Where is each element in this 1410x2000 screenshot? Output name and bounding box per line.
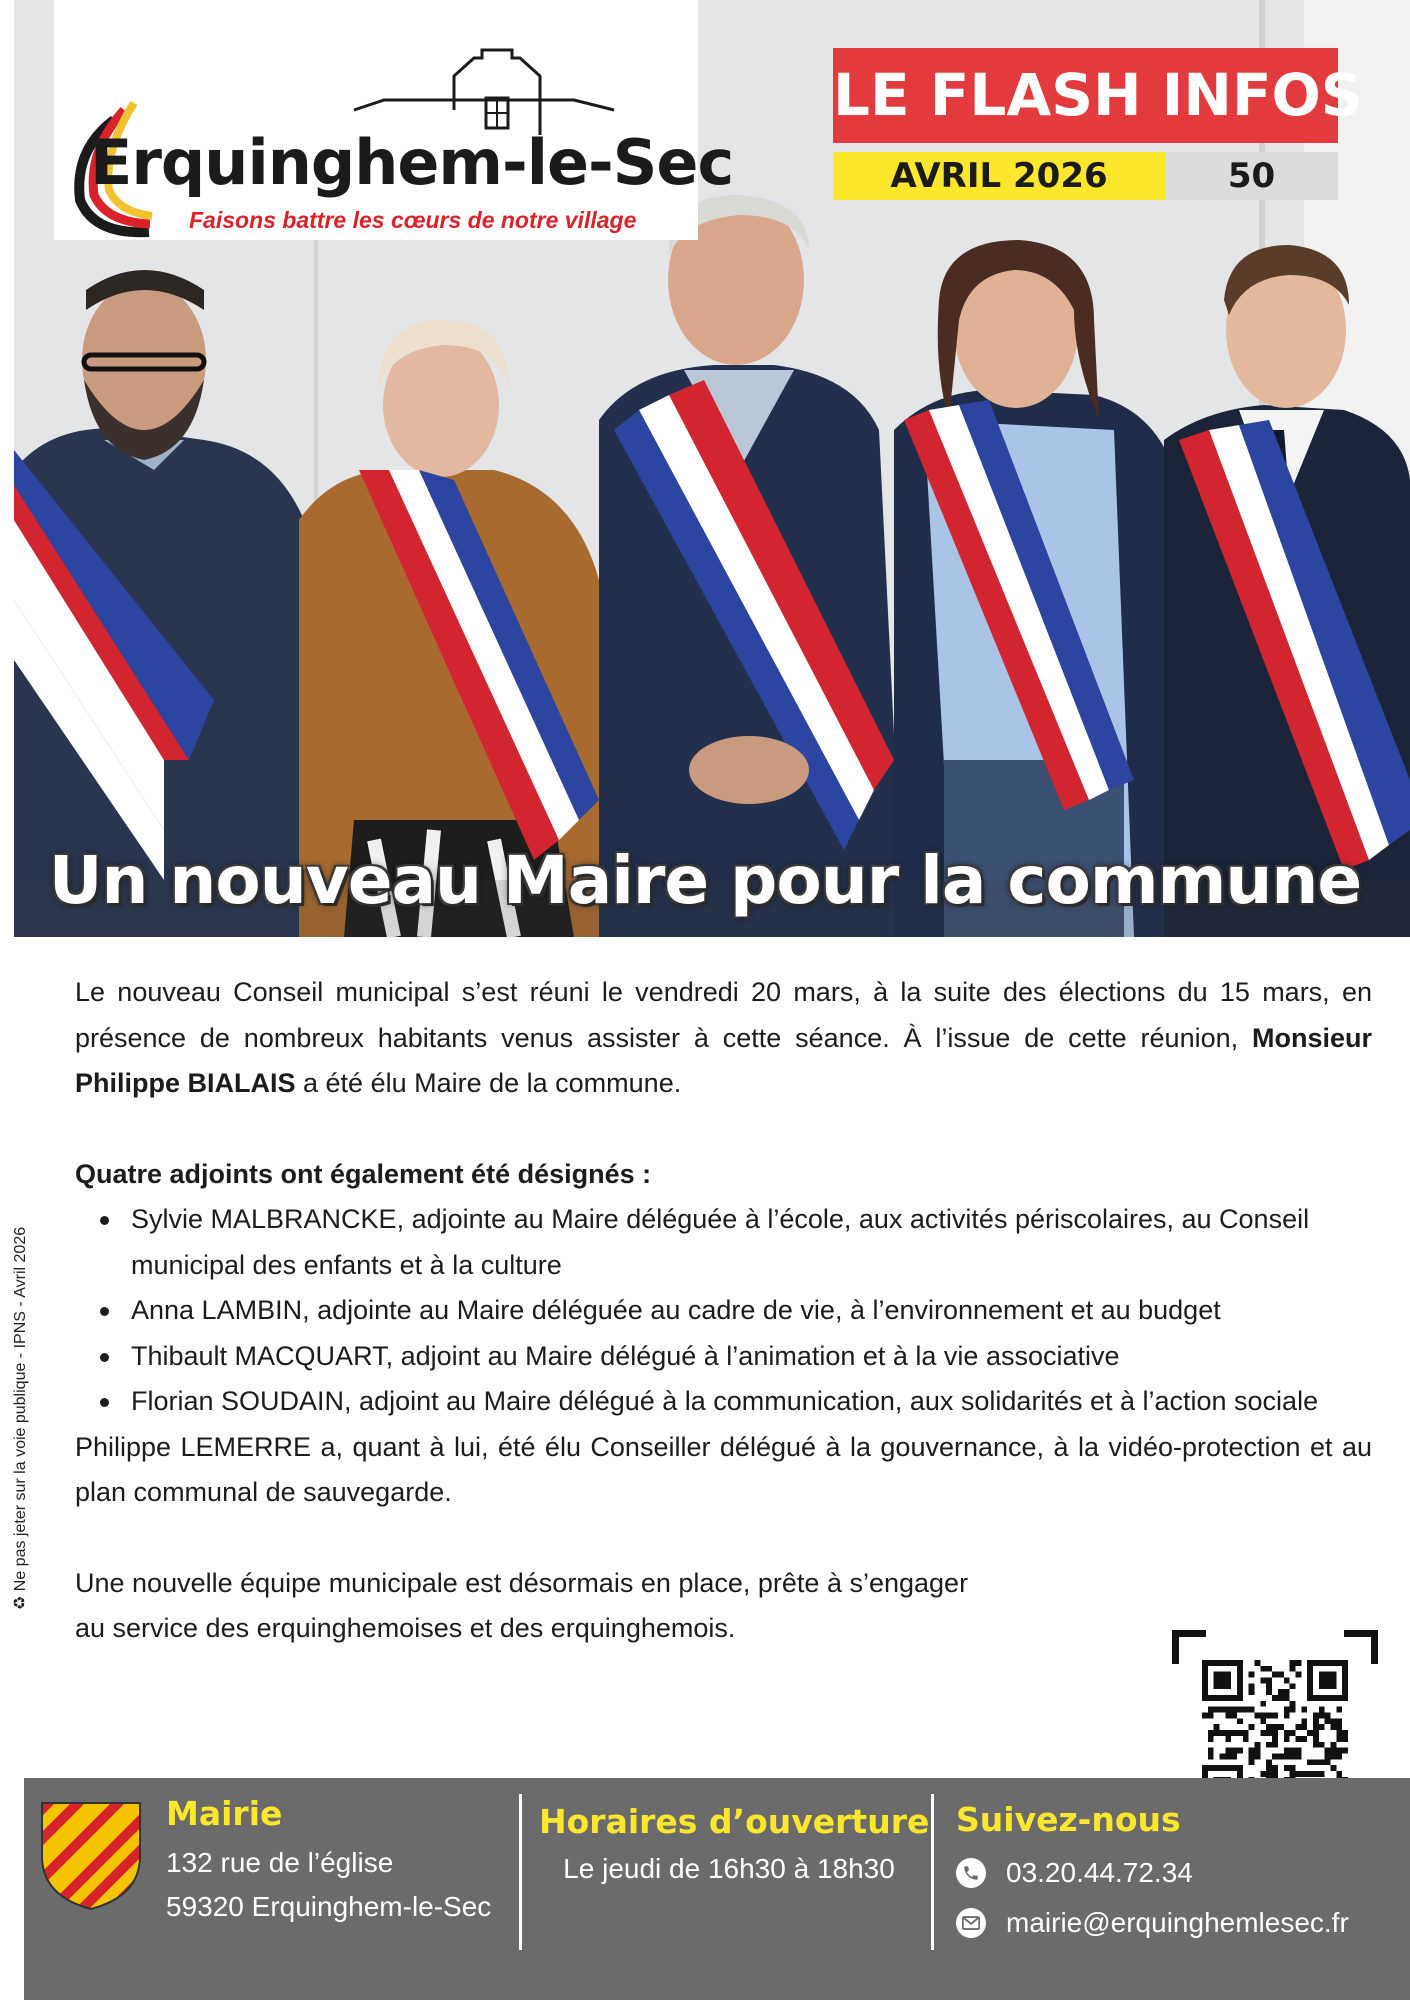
mairie-address-1: 132 rue de l’église bbox=[166, 1847, 394, 1878]
footer-hours bbox=[539, 1802, 930, 1891]
hours-line: Le jeudi de 16h30 à 18h30 bbox=[563, 1853, 895, 1884]
intro-paragraph bbox=[75, 970, 1372, 1107]
town-name: Erquinghem-le-Sec bbox=[90, 126, 734, 199]
list-item: Thibault MACQUART, adjoint au Maire délégué à l’animation et à la vie associative bbox=[75, 1334, 1372, 1380]
bullet-icon bbox=[100, 1216, 109, 1225]
email-contact[interactable] bbox=[956, 1901, 1349, 1945]
newsletter-title: LE FLASH INFOS bbox=[833, 48, 1338, 143]
hours-heading: Horaires d’ouverture bbox=[539, 1802, 930, 1841]
issue-number: 50 bbox=[1165, 152, 1338, 200]
list-item: Florian SOUDAIN, adjoint au Maire délégué à la communication, aux solidarités et à l’action sociale bbox=[75, 1379, 1372, 1425]
bullet-icon bbox=[100, 1398, 109, 1407]
follow-heading: Suivez-nous bbox=[956, 1800, 1181, 1839]
bullet-icon bbox=[100, 1353, 109, 1362]
logo-graphic bbox=[54, 0, 698, 240]
email-address: mairie@erquinghemlesec.fr bbox=[1006, 1907, 1349, 1938]
footer-mairie bbox=[166, 1794, 491, 1929]
side-legal-note: ♻ Ne pas jeter sur la voie publique - IPNS - Avril 2026 bbox=[12, 1226, 29, 1610]
phone-number: 03.20.44.72.34 bbox=[1006, 1857, 1193, 1888]
phone-contact[interactable] bbox=[956, 1851, 1349, 1895]
town-slogan: Faisons battre les cœurs de notre village bbox=[189, 207, 637, 233]
footer bbox=[24, 1778, 1410, 2000]
adjoints-heading: Quatre adjoints ont également été désignés : bbox=[75, 1158, 652, 1189]
bullet-icon bbox=[100, 1307, 109, 1316]
list-item: Anna LAMBIN, adjointe au Maire déléguée au cadre de vie, à l’environnement et au budget bbox=[75, 1288, 1372, 1334]
adjoints-list bbox=[75, 1197, 1372, 1425]
footer-divider bbox=[931, 1794, 934, 1950]
phone-icon bbox=[956, 1858, 986, 1888]
mairie-heading: Mairie bbox=[166, 1794, 283, 1833]
town-crest-icon bbox=[40, 1801, 142, 1911]
closing-line-2: au service des erquinghemoises et des erquinghemois. bbox=[75, 1613, 736, 1643]
closing-line-1: Une nouvelle équipe municipale est désormais en place, prête à s’engager bbox=[75, 1567, 969, 1598]
town-logo bbox=[54, 0, 734, 240]
headline: Un nouveau Maire pour la commune bbox=[48, 842, 1362, 919]
mairie-address-2: 59320 Erquinghem-le-Sec bbox=[166, 1891, 492, 1922]
intro-text: Le nouveau Conseil municipal s’est réuni le vendredi 20 mars, à la suite des élections du 15 mars, en présence de nombreux habitants venus assister à cette séance. À l’issue de cette réunion, bbox=[75, 977, 1372, 1053]
article-body bbox=[75, 970, 1372, 1652]
email-icon bbox=[956, 1908, 986, 1938]
conseiller-paragraph: Philippe LEMERRE a, quant à lui, été élu Conseiller délégué à la gouvernance, à la vidéo-protection et au plan communal de sauvegarde. bbox=[75, 1431, 1372, 1507]
footer-divider bbox=[519, 1794, 522, 1950]
mayor-suffix: a été élu Maire de la commune. bbox=[295, 1068, 682, 1098]
list-item: Sylvie MALBRANCKE, adjointe au Maire déléguée à l’école, aux activités périscolaires, au Conseil municipal des enfants et à la culture bbox=[75, 1197, 1372, 1288]
footer-follow bbox=[956, 1800, 1349, 1945]
mayor-name: Monsieur Philippe BIALAIS bbox=[75, 1022, 1372, 1098]
issue-date: AVRIL 2026 bbox=[833, 152, 1165, 200]
